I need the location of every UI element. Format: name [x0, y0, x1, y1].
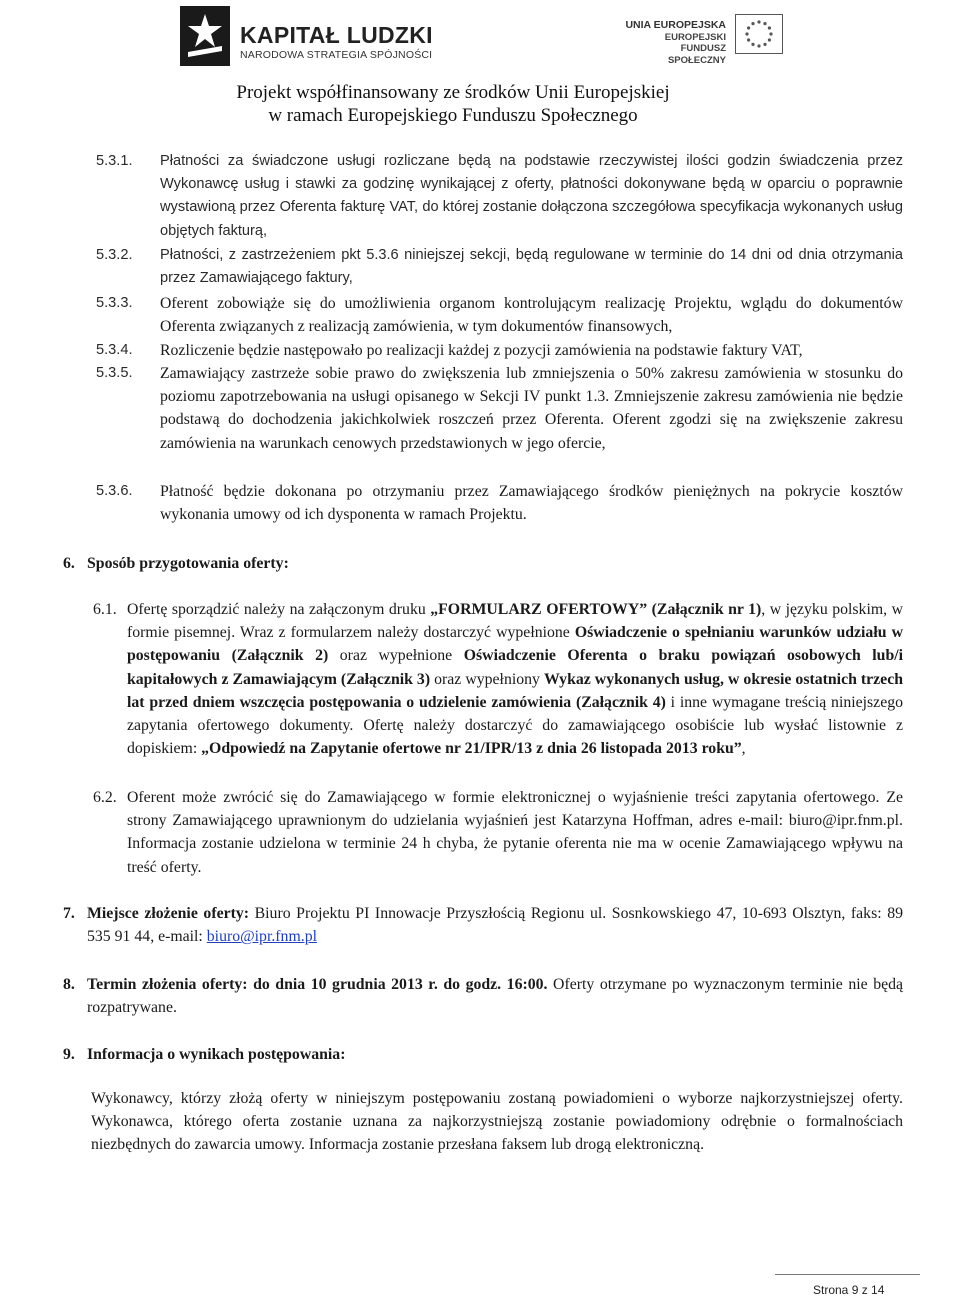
p61-number: 6.1. — [93, 601, 117, 618]
sec7-text: Miejsce złożenie oferty: Biuro Projektu PI Innowacje Przyszłością Regionu ul. Sosnkowskiego 47, 10-693 Olsztyn, faks: 89 535 91 44, e-mail: biuro@ipr.fnm.pl — [87, 905, 904, 946]
kapital-ludzki-logo-icon — [180, 6, 230, 66]
s533-number: 5.3.3. — [96, 295, 133, 311]
s535-number: 5.3.5. — [96, 365, 133, 381]
s534-text: Rozliczenie będzie następowało po realizacji każdej z pozycji zamówienia na podstawie faktury VAT, — [160, 342, 803, 359]
eu-line1: UNIA EUROPEJSKA — [625, 19, 726, 31]
sec9-number: 9. — [63, 1046, 75, 1063]
eu-line2: EUROPEJSKI — [664, 31, 726, 43]
sec9-title: Informacja o wynikach postępowania: — [87, 1046, 346, 1063]
s536-text: Płatność będzie dokonana po otrzymaniu przez Zamawiającego środków pieniężnych na pokrycie kosztów wykonania umowy od ich dysponenta w ramach Projektu. — [160, 483, 903, 524]
sec7-number: 7. — [63, 905, 75, 922]
project-line-1: Projekt współfinansowany ze środków Unii Europejskiej — [236, 82, 670, 103]
kl-title: KAPITAŁ LUDZKI — [240, 22, 433, 48]
page-number: Strona 9 z 14 — [813, 1283, 885, 1297]
s531-text: Płatności za świadczone usługi rozliczane będą na podstawie rzeczywistej ilości godzin świadczenia przez Wykonawcę usług i stawki za godzinę wynikającej z oferty, płatności dokonywane będą w oparciu o poprawnie wystawioną przez Oferenta fakturę VAT, do której zostanie dołączona szczegółowa specyfikacja wykonanych usług objętych fakturą, — [160, 153, 903, 239]
page-header — [0, 0, 960, 140]
eu-label — [620, 20, 726, 66]
eu-line3: FUNDUSZ SPOŁECZNY — [667, 43, 726, 66]
sec7-email-link[interactable]: biuro@ipr.fnm.pl — [206, 928, 317, 946]
s533-text: Oferent zobowiąże się do umożliwienia organom kontrolującym realizację Projektu, wglądu do dokumentów Oferenta związanych z realizacją zamówienia, w tym dokumentów finansowych, — [160, 295, 903, 336]
p62-number: 6.2. — [93, 789, 117, 806]
p62-text: Oferent może zwrócić się do Zamawiającego w formie elektronicznej o wyjaśnienie treści zapytania ofertowego. Ze strony Zamawiającego uprawnionym do udzielania wyjaśnień jest Katarzyna Hoffman, adres e-mail: biuro@ipr.fnm.pl. Informacja zostanie udzielona w terminie 24 h chyba, że pytanie oferenta nie ma w ocenie Zamawiającego wpływu na treść oferty. — [127, 789, 903, 876]
project-line-2: w ramach Europejskiego Funduszu Społecznego — [268, 105, 638, 126]
s534-number: 5.3.4. — [96, 342, 133, 358]
sec6-title: Sposób przygotowania oferty: — [87, 555, 289, 572]
eu-flag-icon — [735, 14, 783, 54]
s531-number: 5.3.1. — [96, 153, 133, 169]
s536-number: 5.3.6. — [96, 483, 133, 499]
kl-subtitle: NARODOWA STRATEGIA SPÓJNOŚCI — [240, 49, 433, 61]
s532-number: 5.3.2. — [96, 247, 133, 263]
p61-text: Ofertę sporządzić należy na załączonym druku „FORMULARZ OFERTOWY” (Załącznik nr 1), w języku polskim, w formie pisemnej. Wraz z formularzem należy dostarczyć wypełnione Oświadczenie o spełnianiu warunków udziału w postępowaniu (Załącznik 2) oraz wypełnione Oświadczenie Oferenta o braku powiązań osobowych lub/i kapitałowych z Zamawiającym (Załącznik 3) oraz wypełniony Wykaz wykonanych usług, w okresie ostatnich trzech lat przed dniem wszczęcia postępowania o udzielenie zamówienia (Załącznik 4) i inne wymagane treścią niniejszego zapytania ofertowego dokumenty. Ofertę należy dostarczyć do zamawiającego osobiście lub wysłać listownie z dopiskiem: „Odpowiedź na Zapytanie ofertowe nr 21/IPR/13 z dnia 26 listopada 2013 roku”, — [127, 601, 904, 758]
sec9-text: Wykonawcy, którzy złożą oferty w niniejszym postępowaniu zostaną powiadomieni o wyborze najkorzystniejszej oferty. Wykonawca, którego oferta zostanie uznana za najkorzystniejszą zostanie powiadomiony odrębnie o formalnościach niezbędnych do zawarcia umowy. Informacja zostanie przesłana faksem lub drogą elektroniczną. — [91, 1090, 903, 1154]
s532-text: Płatności, z zastrzeżeniem pkt 5.3.6 niniejszej sekcji, będą regulowane w terminie do 14 dni od dnia otrzymania przez Zamawiającego faktury, — [160, 247, 903, 287]
sec8-number: 8. — [63, 976, 75, 993]
s535-text: Zamawiający zastrzeże sobie prawo do zwiększenia lub zmniejszenia o 50% zakresu zamówienia w stosunku do poziomu zapotrzebowania na usługi opisanego w Sekcji IV punkt 1.3. Zmniejszenie zakresu zamówienia nie będzie podstawą do dochodzenia jakichkolwiek roszczeń przez Oferenta. Oferent zgodzi się na zwiększenie zakresu zamówienia na warunkach cenowych przedstawionych w jego ofercie, — [160, 365, 903, 452]
footer-divider — [775, 1274, 920, 1275]
sec6-number: 6. — [63, 555, 75, 572]
sec8-text: Termin złożenia oferty: do dnia 10 grudnia 2013 r. do godz. 16:00. Oferty otrzymane po wyznaczonym terminie nie będą rozpatrywane. — [87, 976, 904, 1017]
